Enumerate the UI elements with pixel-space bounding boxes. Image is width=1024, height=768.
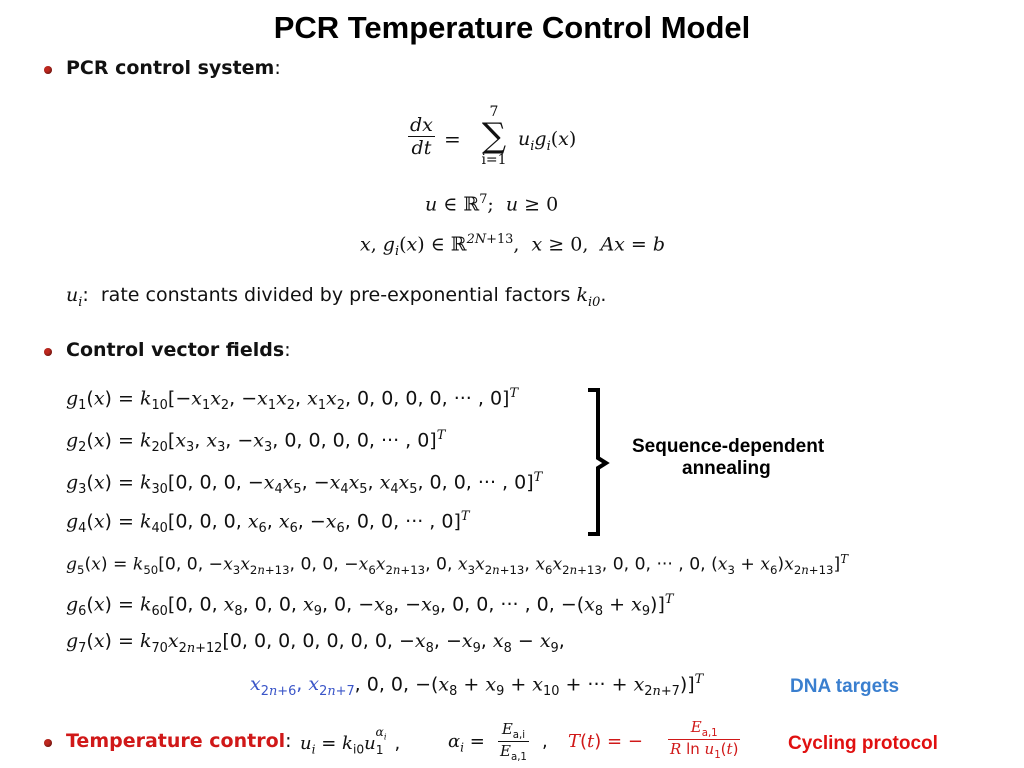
bullet-icon bbox=[44, 348, 52, 356]
sequence-line2: annealing bbox=[682, 458, 771, 479]
vector-field-g1: $g_1(x) = k_{10}[-x_1x_2$, $-x_1x_2$, $x_1x_2$, 0, 0, 0, 0, ··· , 0]$^T$ bbox=[66, 386, 519, 414]
vector-field-g4: $g_4(x) = k_{40}[0$, 0, 0, $x_6$, $x_6$, $-x_6$, 0, 0, ··· , 0]$^T$ bbox=[66, 509, 470, 537]
vector-field-g2: $g_2(x) = k_{20}[x_3$, $x_3$, $-x_3$, 0, 0, 0, 0, ··· , 0]$^T$ bbox=[66, 428, 446, 456]
vector-field-g3: $g_3(x) = k_{30}[0$, 0, 0, $-x_4x_5$, $-x_4x_5$, $x_4x_5$, 0, 0, ··· , 0]$^T$ bbox=[66, 470, 543, 498]
sum-term: $u_ig_i(x)$ bbox=[518, 128, 577, 154]
control-constraint: u ∈ ℝ$^7$; u ≥ 0 bbox=[425, 192, 559, 216]
derivative-fraction: $\frac{dx}{dt}$ bbox=[410, 114, 433, 159]
dna-targets-label: DNA targets bbox=[790, 676, 900, 697]
bullet-icon bbox=[44, 739, 52, 747]
bullet-icon bbox=[44, 66, 52, 74]
ui-note: rate constants divided by pre-exponential factors bbox=[100, 284, 571, 306]
sequence-line1: Sequence-dependent bbox=[632, 436, 825, 457]
temperature-equation: $u_i = k_{i0}u_1^{\alpha_i}$ , $\alpha_i$ = $\frac{E_{a,i}}{E_{a,1}}$ , T(t) = − $\frac{E_{a,1}}{R \ln u_1(t)}$ bbox=[300, 718, 739, 763]
sum-upper: 7 bbox=[489, 104, 499, 120]
vector-field-g5: $g_5(x) = k_{50}[0$, 0, $-x_3x_{2n+13}$, 0, 0, $-x_6x_{2n+13}$, 0, $x_3x_{2n+13}$, $x_6x_{2n+13}$, 0, 0, ··· , 0, $(x_3 + x_6)x_{2n+13}]^T$ bbox=[66, 552, 848, 578]
section-heading-fields bbox=[66, 339, 291, 361]
state-constraint: x, $g_i(x)$ ∈ ℝ$^{2N+13}$, x ≥ 0, Ax = b bbox=[360, 232, 666, 260]
vector-field-g7: $g_7(x) = k_{70}x_{2n+12}[0$, 0, 0, 0, 0, 0, 0, $-x_8$, $-x_9$, $x_8 - x_9$, bbox=[66, 630, 565, 656]
sum-symbol: 7 ∑ i=1 bbox=[474, 104, 514, 168]
right-brace-icon bbox=[584, 388, 614, 538]
colon: : bbox=[285, 730, 292, 752]
sequence-annotation bbox=[632, 436, 864, 480]
vector-field-g6: $g_6(x) = k_{60}[0$, 0, $x_8$, 0, 0, $x_9$, 0, $-x_8$, $-x_9$, 0, 0, ··· , 0, $-(x_8 + x_9)]^T$ bbox=[66, 592, 674, 620]
vector-field-g7-cont: $x_{2n+6}$, $x_{2n+7}$, 0, 0, $-(x_8 + x_9 + x_{10}$ + ··· + $x_{2n+7})]^T$ bbox=[250, 672, 704, 700]
system-equation bbox=[408, 104, 608, 184]
colon: : bbox=[284, 339, 291, 361]
colon: : bbox=[274, 57, 281, 79]
sum-lower: i=1 bbox=[481, 152, 507, 168]
section-heading-temperature bbox=[66, 730, 292, 752]
section-label: PCR control system bbox=[66, 57, 275, 79]
section-label: Control vector fields bbox=[66, 339, 285, 361]
section-heading-system bbox=[66, 57, 281, 79]
section-label: Temperature control bbox=[66, 730, 286, 752]
ui-definition: $u_i$: rate constants divided by pre-exponential factors $k_{i0}$. bbox=[66, 284, 607, 310]
cycling-protocol-label: Cycling protocol bbox=[788, 733, 938, 754]
equals-sign: = bbox=[444, 127, 461, 151]
page-title: PCR Temperature Control Model bbox=[273, 10, 751, 45]
